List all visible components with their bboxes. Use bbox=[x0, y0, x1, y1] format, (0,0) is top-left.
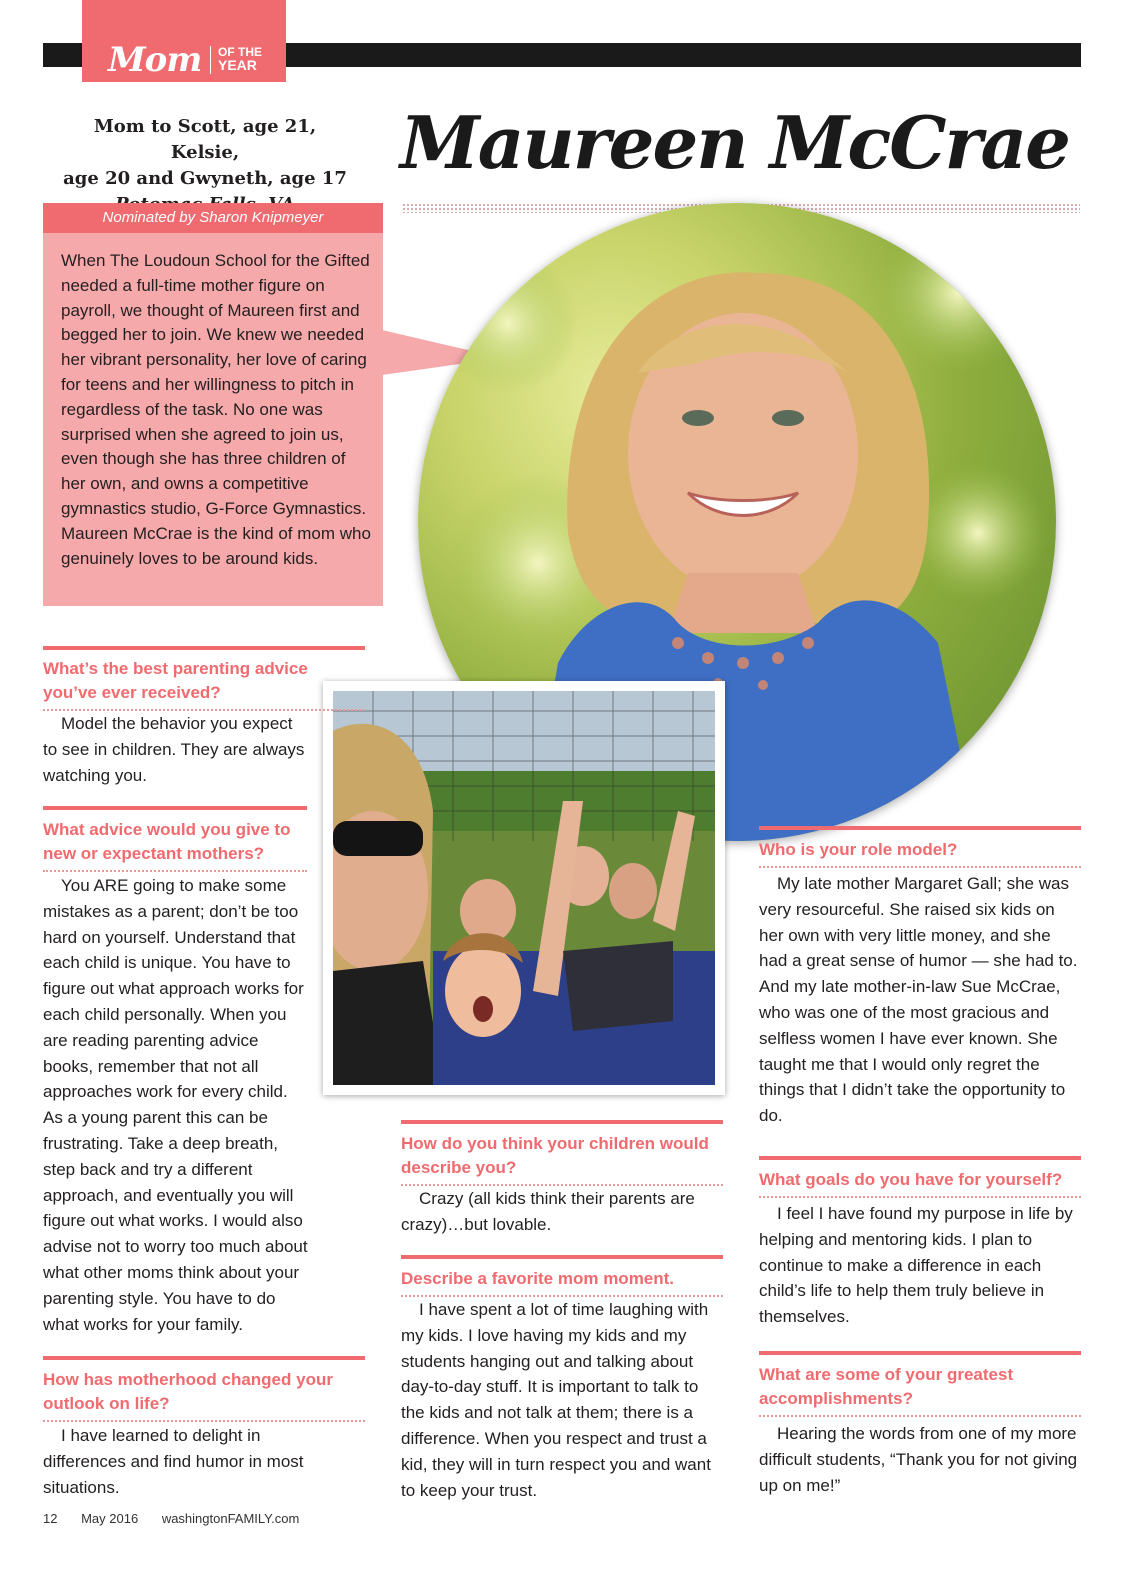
qa-block-4 bbox=[401, 1120, 723, 1186]
section-rule bbox=[401, 1255, 723, 1259]
answer-text: I have spent a lot of time laughing with my kids. I love having my kids and my students hanging out and talking about day-to-day stuff. It is important to talk to the kids and not talk at them; there is a difference. When you respect and trust a kid, they will in turn respect you and want to keep your trust. bbox=[401, 1300, 711, 1500]
badge-divider bbox=[210, 46, 211, 74]
nomination-label: Nominated by Sharon Knipmeyer bbox=[43, 203, 383, 233]
issue-date: May 2016 bbox=[81, 1511, 139, 1526]
mom-of-the-year-badge bbox=[82, 0, 286, 82]
qa-block-5 bbox=[401, 1255, 723, 1297]
answer-text: Crazy (all kids think their parents are crazy)…but lovable. bbox=[401, 1189, 695, 1234]
badge-small-text: OF THE YEAR bbox=[218, 45, 262, 73]
question-heading: What’s the best parenting advice you’ve ever received? bbox=[43, 659, 308, 702]
question-heading: Who is your role model? bbox=[759, 840, 958, 859]
answer-text: You ARE going to make some mistakes as a parent; don’t be too hard on yourself. Understand that each child is unique. You have to figure out what approach works for each child personally. When you are reading parenting advice books, remember that not all approaches work for every child. As a young parent this can be frustrating. Take a deep breath, step back and try a different approach, and eventually you will figure out what works. I would also advise not to worry too much about what other moms think about your parenting style. You have to do what works for your family. bbox=[43, 876, 308, 1334]
answer-text: Model the behavior you expect to see in children. They are always watching you. bbox=[43, 714, 305, 785]
section-rule bbox=[43, 1356, 365, 1360]
dotted-divider bbox=[759, 866, 1081, 868]
question-heading: Describe a favorite mom moment. bbox=[401, 1269, 675, 1288]
answer-text: My late mother Margaret Gall; she was very resourceful. She raised six kids on her own with very little money, and she had a great sense of humor — she had to. And my late mother-in-law Sue McCrae, who was one of the most gracious and selfless women I have ever known. She taught me that I would only regret the things that I didn’t take the opportunity to do. bbox=[759, 874, 1078, 1126]
answer-text: Hearing the words from one of my more difficult students, “Thank you for not giving up on me!” bbox=[759, 1424, 1078, 1495]
qa-block-2 bbox=[43, 806, 307, 872]
qa-block-7 bbox=[759, 1156, 1081, 1198]
qa-block-8 bbox=[759, 1351, 1081, 1417]
dotted-divider bbox=[759, 1196, 1081, 1198]
qa-block-1 bbox=[43, 646, 365, 711]
dotted-divider bbox=[759, 1415, 1081, 1417]
answer-text: I feel I have found my purpose in life by helping and mentoring kids. I plan to continue to make a difference in each child’s life to help them truly believe in themselves. bbox=[759, 1204, 1073, 1327]
nomination-text: When The Loudoun School for the Gifted needed a full-time mother figure on payroll, we thought of Maureen first and begged her to join. We knew we needed her vibrant personality, her love of caring for teens and her willingness to pitch in regardless of the task. No one was surprised when she agreed to join us, even though she has three children of her own, and owns a competitive gymnastics studio, G-Force Gymnastics. Maureen McCrae is the kind of mom who genuinely loves to be around kids. bbox=[61, 251, 371, 568]
group-photo-illustration bbox=[333, 691, 715, 1085]
page-title: Maureen McCrae bbox=[400, 100, 1069, 185]
answer-text: I have learned to delight in differences and find humor in most situations. bbox=[43, 1426, 304, 1497]
intro-children-line1: Mom to Scott, age 21, Kelsie, bbox=[93, 116, 317, 163]
page-number: 12 bbox=[43, 1511, 58, 1526]
intro-children-line2: age 20 and Gwyneth, age 17 bbox=[63, 168, 347, 189]
question-heading: How do you think your children would describe you? bbox=[401, 1134, 709, 1177]
qa-block-6 bbox=[759, 826, 1081, 868]
question-heading: What advice would you give to new or expectant mothers? bbox=[43, 820, 291, 863]
site-link[interactable]: washingtonFAMILY.com bbox=[161, 1511, 300, 1526]
dotted-divider bbox=[43, 870, 307, 872]
group-photo bbox=[323, 681, 725, 1095]
section-rule bbox=[759, 826, 1081, 830]
qa-block-3 bbox=[43, 1356, 365, 1422]
page-footer bbox=[43, 1511, 319, 1526]
section-rule bbox=[43, 806, 307, 810]
section-rule bbox=[43, 646, 365, 650]
section-rule bbox=[759, 1156, 1081, 1160]
question-heading: What are some of your greatest accomplishments? bbox=[759, 1365, 1014, 1408]
section-rule bbox=[401, 1120, 723, 1124]
dotted-divider bbox=[43, 1420, 365, 1422]
badge-main-text: Mom bbox=[108, 40, 202, 80]
question-heading: How has motherhood changed your outlook on life? bbox=[43, 1370, 333, 1413]
section-rule bbox=[759, 1351, 1081, 1355]
question-heading: What goals do you have for yourself? bbox=[759, 1170, 1063, 1189]
